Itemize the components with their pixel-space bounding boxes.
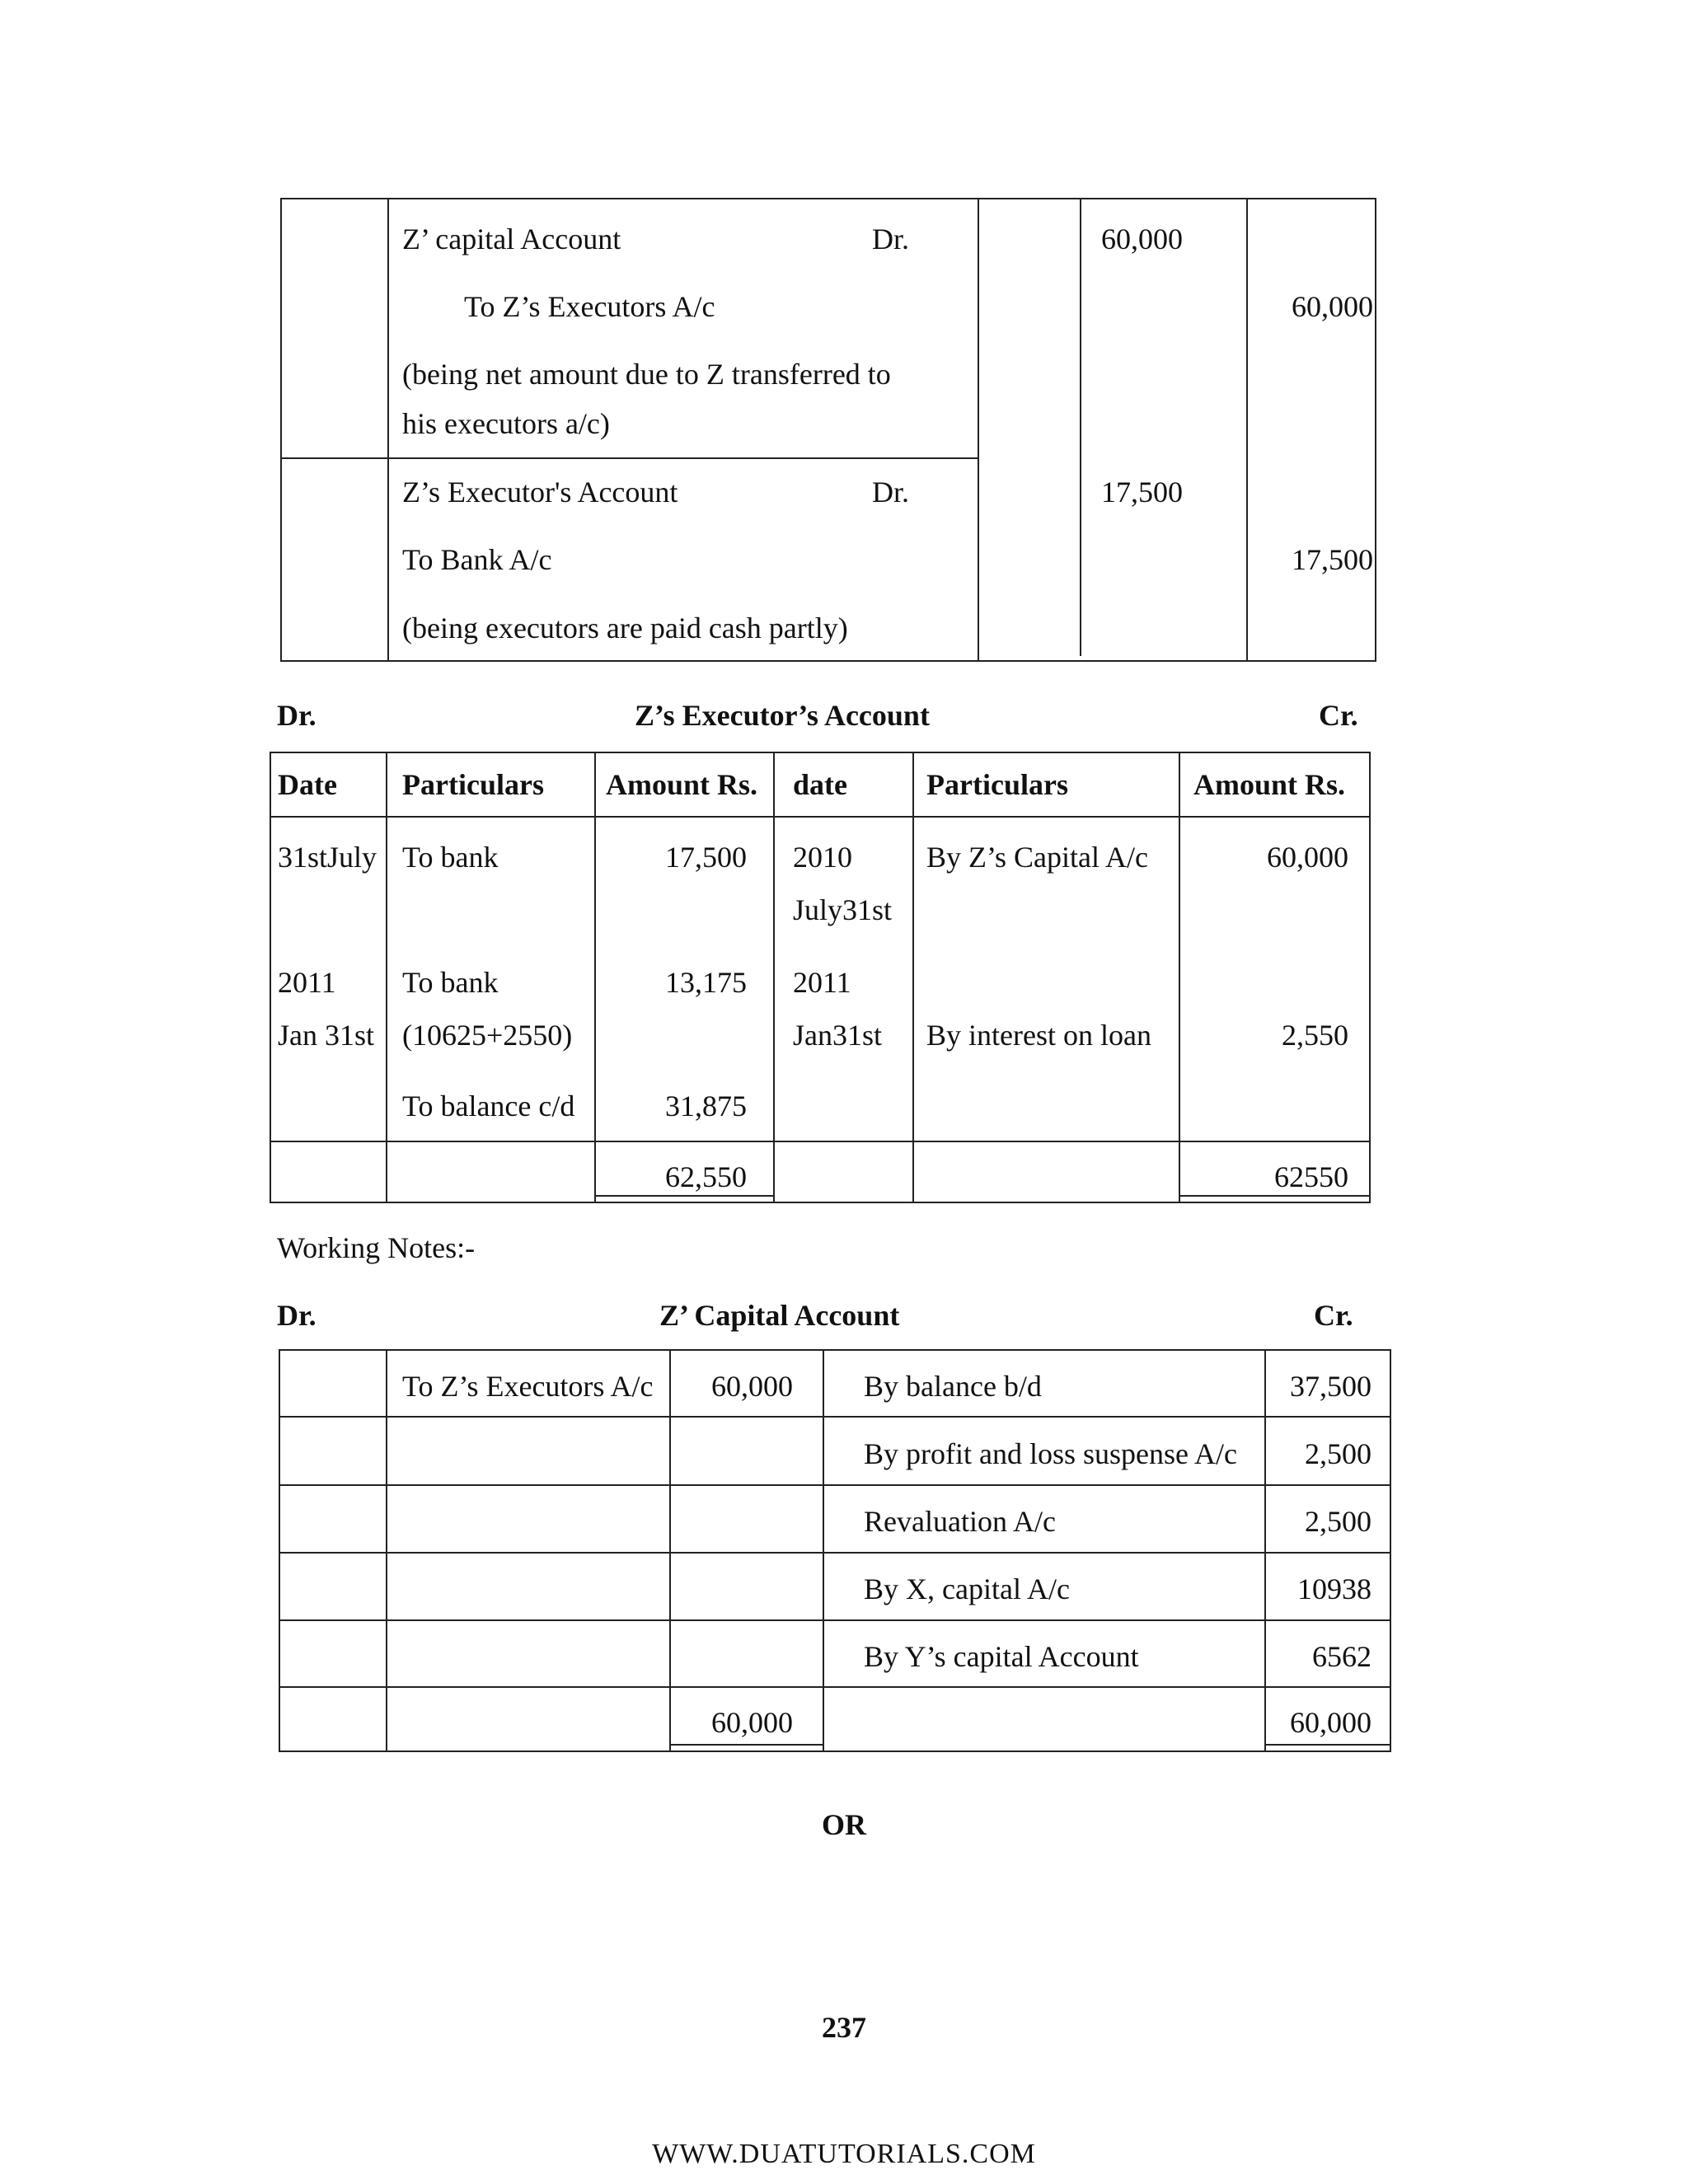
entry2-debit-amount: 17,500 bbox=[1101, 476, 1183, 509]
executor-cr-label: Cr. bbox=[1319, 699, 1358, 732]
col-header-particulars-cr: Particulars bbox=[926, 768, 1068, 801]
row3-particulars: To balance c/d bbox=[402, 1090, 575, 1122]
entry1-debit-amount: 60,000 bbox=[1101, 223, 1183, 255]
capital-credit-1-amount: 37,500 bbox=[1290, 1370, 1372, 1403]
row2-particulars: To bank bbox=[402, 966, 499, 999]
row2-date-cr-year: 2011 bbox=[793, 966, 851, 999]
col-header-particulars: Particulars bbox=[402, 768, 544, 801]
entry1-credit-amount: 60,000 bbox=[1292, 290, 1373, 323]
capital-debit-amount: 60,000 bbox=[711, 1370, 793, 1403]
row2-date-year: 2011 bbox=[278, 966, 336, 999]
capital-credit-5: By Y’s capital Account bbox=[864, 1640, 1139, 1673]
row3-amount: 31,875 bbox=[665, 1090, 747, 1122]
row2-particulars-detail: (10625+2550) bbox=[402, 1019, 573, 1052]
capital-cr-label: Cr. bbox=[1314, 1299, 1353, 1332]
working-notes-heading: Working Notes:- bbox=[277, 1231, 476, 1264]
row2-amount-cr: 2,550 bbox=[1282, 1019, 1348, 1052]
col-header-date: Date bbox=[278, 768, 337, 801]
entry2-dr-label: Dr. bbox=[872, 476, 909, 509]
capital-credit-1: By balance b/d bbox=[864, 1370, 1042, 1403]
entry1-credit-account: To Z’s Executors A/c bbox=[464, 290, 715, 323]
capital-debit-particular: To Z’s Executors A/c bbox=[402, 1370, 654, 1403]
row1-date-cr-day: July31st bbox=[793, 893, 893, 926]
entry2-narration: (being executors are paid cash partly) bbox=[402, 612, 848, 644]
capital-credit-3-amount: 2,500 bbox=[1305, 1505, 1372, 1538]
entry2-credit-account: To Bank A/c bbox=[402, 543, 552, 576]
capital-credit-2: By profit and loss suspense A/c bbox=[864, 1437, 1237, 1470]
capital-credit-4: By X, capital A/c bbox=[864, 1572, 1070, 1605]
capital-credit-3: Revaluation A/c bbox=[864, 1505, 1056, 1538]
capital-credit-5-amount: 6562 bbox=[1312, 1640, 1372, 1673]
or-separator: OR bbox=[822, 1808, 866, 1841]
entry1-debit-account: Z’ capital Account bbox=[402, 223, 621, 255]
row2-amount: 13,175 bbox=[665, 966, 747, 999]
col-header-date-cr: date bbox=[793, 768, 847, 801]
col-header-amount-cr: Amount Rs. bbox=[1193, 768, 1346, 801]
entry1-dr-label: Dr. bbox=[872, 223, 909, 255]
row1-amount-cr: 60,000 bbox=[1267, 841, 1348, 874]
capital-account-title: Z’ Capital Account bbox=[659, 1299, 900, 1332]
total-debit: 62,550 bbox=[665, 1160, 747, 1193]
capital-credit-2-amount: 2,500 bbox=[1305, 1437, 1372, 1470]
entry1-narration-line2: his executors a/c) bbox=[402, 407, 610, 440]
executor-account-title: Z’s Executor’s Account bbox=[635, 699, 930, 732]
entry2-debit-account: Z’s Executor's Account bbox=[402, 476, 678, 509]
row1-date-cr-year: 2010 bbox=[793, 841, 852, 874]
row1-amount: 17,500 bbox=[665, 841, 747, 874]
col-header-amount: Amount Rs. bbox=[606, 768, 758, 801]
entry2-credit-amount: 17,500 bbox=[1292, 543, 1373, 576]
footer-website: WWW.DUATUTORIALS.COM bbox=[652, 2139, 1036, 2169]
row1-particulars: To bank bbox=[402, 841, 499, 874]
capital-total-debit: 60,000 bbox=[711, 1706, 793, 1739]
row1-date: 31stJuly bbox=[278, 841, 377, 874]
row2-date-day: Jan 31st bbox=[278, 1019, 374, 1052]
row2-particulars-cr: By interest on loan bbox=[926, 1019, 1151, 1052]
entry1-narration-line1: (being net amount due to Z transferred to bbox=[402, 358, 891, 391]
total-credit: 62550 bbox=[1274, 1160, 1348, 1193]
capital-dr-label: Dr. bbox=[277, 1299, 316, 1332]
executor-dr-label: Dr. bbox=[277, 699, 316, 732]
page-number: 237 bbox=[822, 2011, 866, 2044]
capital-total-credit: 60,000 bbox=[1290, 1706, 1372, 1739]
row1-particulars-cr: By Z’s Capital A/c bbox=[926, 841, 1148, 874]
row2-date-cr-day: Jan31st bbox=[793, 1019, 882, 1052]
capital-credit-4-amount: 10938 bbox=[1297, 1572, 1372, 1605]
